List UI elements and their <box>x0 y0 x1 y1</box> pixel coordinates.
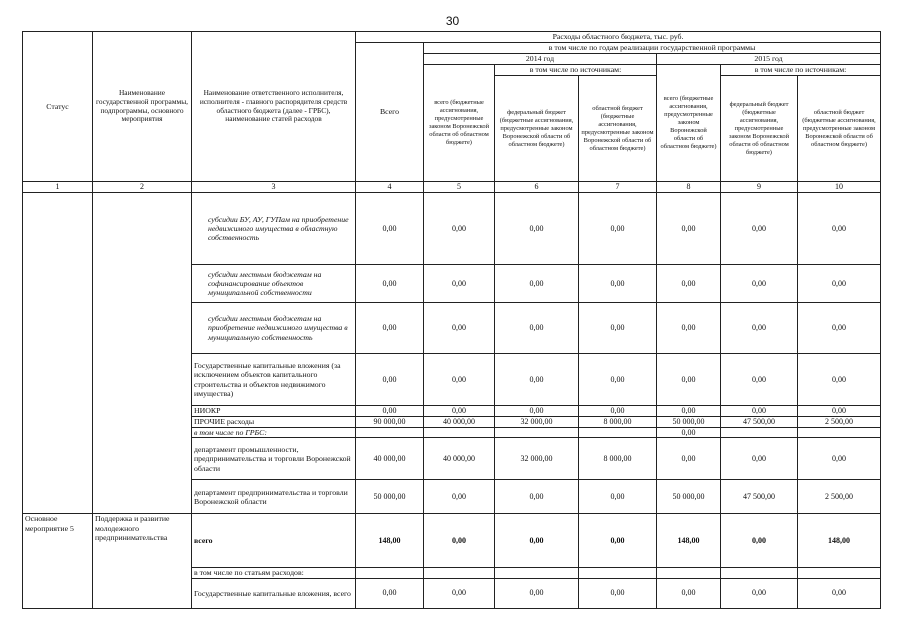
value-cell: 0,00 <box>424 578 495 608</box>
row-label: департамент предпринимательства и торговли Воронежской области <box>192 480 356 514</box>
row-label: всего <box>192 514 356 568</box>
table-row <box>23 514 881 568</box>
value-cell: 0,00 <box>721 193 798 265</box>
value-cell <box>721 428 798 438</box>
value-cell: 0,00 <box>657 428 721 438</box>
value-cell: 40 000,00 <box>424 417 495 428</box>
column-number: 9 <box>721 182 798 193</box>
header-2014-all: всего (бюджетные ассигнования, предусмотренные законом Воронежской области об областном бюджете) <box>424 65 495 182</box>
header-2014-sources: в том числе по источникам: <box>495 65 657 76</box>
row-label: субсидии БУ, АУ, ГУПам на приобретение недвижимого имущества в областную собственность <box>192 193 356 265</box>
value-cell: 0,00 <box>657 578 721 608</box>
status-cell-empty <box>23 193 93 514</box>
status-cell: Основное мероприятие 5 <box>23 514 93 608</box>
row-label: в том числе по статьям расходов: <box>192 568 356 578</box>
value-cell: 0,00 <box>356 265 424 303</box>
value-cell: 32 000,00 <box>495 417 579 428</box>
value-cell: 0,00 <box>579 578 657 608</box>
program-cell: Поддержка и развитие молодежного предпринимательства <box>93 514 192 608</box>
value-cell: 0,00 <box>495 265 579 303</box>
budget-table <box>22 31 881 609</box>
value-cell: 0,00 <box>356 406 424 417</box>
value-cell: 0,00 <box>495 578 579 608</box>
value-cell: 0,00 <box>424 514 495 568</box>
value-cell: 0,00 <box>721 354 798 406</box>
value-cell: 90 000,00 <box>356 417 424 428</box>
value-cell: 0,00 <box>798 265 881 303</box>
row-label: департамент промышленности, предпринимательства и торговли Воронежской области <box>192 438 356 480</box>
header-2014-federal: федеральный бюджет (бюджетные ассигнования, предусмотренные законом Воронежской области об областном бюджете) <box>495 76 579 182</box>
column-number: 4 <box>356 182 424 193</box>
value-cell: 0,00 <box>424 480 495 514</box>
value-cell: 40 000,00 <box>356 438 424 480</box>
program-cell-empty <box>93 193 192 514</box>
header-by-years: в том числе по годам реализации государственной программы <box>424 43 881 54</box>
value-cell: 0,00 <box>579 193 657 265</box>
value-cell: 0,00 <box>356 193 424 265</box>
value-cell: 0,00 <box>424 354 495 406</box>
column-number: 1 <box>23 182 93 193</box>
page-number: 30 <box>445 14 460 28</box>
value-cell: 0,00 <box>495 406 579 417</box>
value-cell: 8 000,00 <box>579 438 657 480</box>
value-cell: 0,00 <box>721 303 798 354</box>
value-cell: 0,00 <box>495 514 579 568</box>
value-cell: 0,00 <box>798 438 881 480</box>
header-2015-federal: федеральный бюджет (бюджетные ассигнования, предусмотренные законом Воронежской области об областном бюджете) <box>721 76 798 182</box>
value-cell: 0,00 <box>798 578 881 608</box>
value-cell: 0,00 <box>798 406 881 417</box>
value-cell <box>798 428 881 438</box>
value-cell: 0,00 <box>495 303 579 354</box>
value-cell <box>495 428 579 438</box>
value-cell: 0,00 <box>495 480 579 514</box>
value-cell: 32 000,00 <box>495 438 579 480</box>
value-cell: 0,00 <box>579 303 657 354</box>
value-cell: 0,00 <box>657 265 721 303</box>
value-cell: 0,00 <box>657 438 721 480</box>
value-cell: 47 500,00 <box>721 417 798 428</box>
header-executor: Наименование ответственного исполнителя, исполнителя - главного распорядителя средств областного бюджета (далее - ГРБС), наименование статей расходов <box>192 32 356 182</box>
value-cell: 0,00 <box>579 354 657 406</box>
value-cell: 2 500,00 <box>798 417 881 428</box>
header-status: Статус <box>23 32 93 182</box>
column-number: 7 <box>579 182 657 193</box>
value-cell: 148,00 <box>356 514 424 568</box>
value-cell: 148,00 <box>798 514 881 568</box>
value-cell: 8 000,00 <box>579 417 657 428</box>
column-number: 8 <box>657 182 721 193</box>
value-cell: 0,00 <box>721 514 798 568</box>
value-cell: 2 500,00 <box>798 480 881 514</box>
row-label: Государственные капитальные вложения, всего <box>192 578 356 608</box>
value-cell: 0,00 <box>424 303 495 354</box>
value-cell: 0,00 <box>579 480 657 514</box>
header-total: Всего <box>356 43 424 182</box>
value-cell: 0,00 <box>579 514 657 568</box>
header-2015-sources: в том числе по источникам: <box>721 65 881 76</box>
header-year-2015: 2015 год <box>657 54 881 65</box>
value-cell: 0,00 <box>356 354 424 406</box>
value-cell <box>579 428 657 438</box>
row-label: субсидии местным бюджетам на софинансирование объектов муниципальной собственности <box>192 265 356 303</box>
value-cell: 0,00 <box>721 406 798 417</box>
value-cell: 148,00 <box>657 514 721 568</box>
column-number: 6 <box>495 182 579 193</box>
value-cell: 0,00 <box>424 265 495 303</box>
header-program-name: Наименование государственной программы, подпрограммы, основного мероприятия <box>93 32 192 182</box>
value-cell <box>424 428 495 438</box>
header-2015-all: всего (бюджетные ассигнования, предусмотренные законом Воронежской области об областном бюджете) <box>657 65 721 182</box>
column-number: 10 <box>798 182 881 193</box>
value-cell: 0,00 <box>356 578 424 608</box>
value-cell: 40 000,00 <box>424 438 495 480</box>
value-cell: 0,00 <box>356 303 424 354</box>
value-cell: 47 500,00 <box>721 480 798 514</box>
header-2015-regional: областной бюджет (бюджетные ассигнования, предусмотренные законом Воронежской области об областном бюджете) <box>798 76 881 182</box>
value-cell: 50 000,00 <box>356 480 424 514</box>
value-cell: 0,00 <box>579 406 657 417</box>
value-cell: 0,00 <box>721 438 798 480</box>
row-label: Государственные капитальные вложения (за исключением объектов капитального строительства и объектов недвижимого имущества) <box>192 354 356 406</box>
value-cell: 0,00 <box>657 406 721 417</box>
value-cell: 0,00 <box>579 265 657 303</box>
value-cell: 0,00 <box>798 354 881 406</box>
row-label: НИОКР <box>192 406 356 417</box>
value-cell: 0,00 <box>657 193 721 265</box>
header-expenses: Расходы областного бюджета, тыс. руб. <box>356 32 881 43</box>
column-number: 2 <box>93 182 192 193</box>
value-cell: 0,00 <box>495 193 579 265</box>
column-number: 5 <box>424 182 495 193</box>
row-label: ПРОЧИЕ расходы <box>192 417 356 428</box>
table-row <box>23 193 881 265</box>
value-cell: 0,00 <box>657 354 721 406</box>
value-cell: 0,00 <box>798 193 881 265</box>
value-cell <box>356 428 424 438</box>
value-cell: 0,00 <box>721 578 798 608</box>
value-cell: 0,00 <box>424 406 495 417</box>
header-2014-regional: областной бюджет (бюджетные ассигнования, предусмотренные законом Воронежской области об областном бюджете) <box>579 76 657 182</box>
value-cell: 0,00 <box>495 354 579 406</box>
value-cell: 0,00 <box>798 303 881 354</box>
row-label: субсидии местным бюджетам на приобретение недвижимого имущества в муниципальную собственность <box>192 303 356 354</box>
column-number: 3 <box>192 182 356 193</box>
column-numbers-row <box>23 182 881 193</box>
row-label: в том числе по ГРБС: <box>192 428 356 438</box>
value-cell: 0,00 <box>657 303 721 354</box>
value-cell: 50 000,00 <box>657 417 721 428</box>
value-cell: 50 000,00 <box>657 480 721 514</box>
header-year-2014: 2014 год <box>424 54 657 65</box>
value-cell: 0,00 <box>424 193 495 265</box>
value-cell: 0,00 <box>721 265 798 303</box>
